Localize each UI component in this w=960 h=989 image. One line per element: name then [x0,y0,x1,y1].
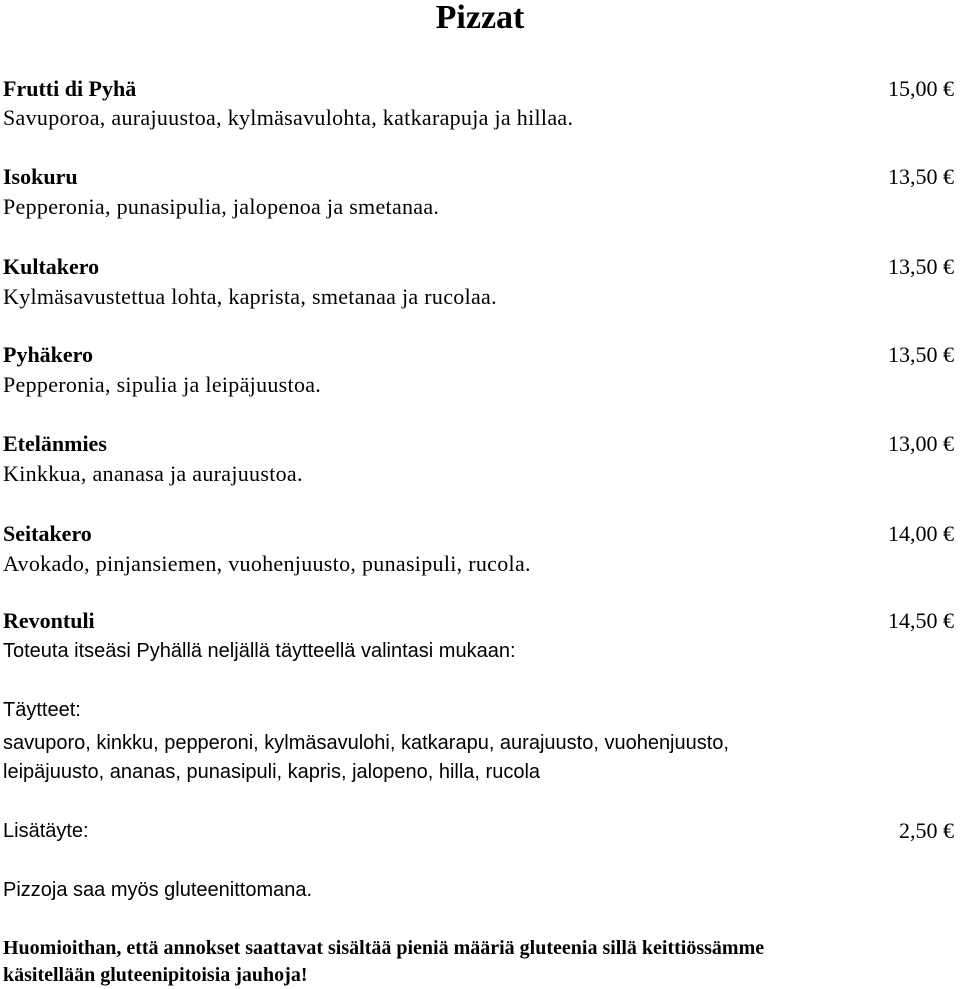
extra-topping-price: 2,50 € [899,818,954,843]
pizza-description: Pepperonia, punasipulia, jalopenoa ja smetanaa. [3,194,440,219]
pizza-description-row [3,371,954,399]
pizza-item-header [3,163,954,191]
toppings-list: leipäjuusto, ananas, punasipuli, kapris, jalopeno, hilla, rucola [3,761,541,783]
toppings-list-row [3,729,954,757]
pizza-price: 13,50 € [888,342,954,367]
pizza-name: Isokuru [3,164,78,189]
pizza-item-header [3,520,954,548]
pizza-description: Pepperonia, sipulia ja leipäjuustoa. [3,372,322,397]
pizza-name: Revontuli [3,608,95,633]
pizza-description: Toteuta itseäsi Pyhällä neljällä täytteellä valintasi mukaan: [3,640,516,662]
extra-topping-label: Lisätäyte: [3,820,89,842]
page-title: Pizzat [435,0,525,36]
pizza-description-row [3,637,954,665]
pizza-description: Avokado, pinjansiemen, vuohenjuusto, punasipuli, rucola. [3,551,531,576]
toppings-label: Täytteet: [3,699,81,721]
gluten-warning-line: Huomioithan, että annokset saattavat sisältää pieniä määriä gluteenia sillä keittiössämme [3,937,765,959]
pizza-item-header [3,607,954,635]
pizza-name: Kultakero [3,254,100,279]
pizza-price: 14,50 € [888,608,954,633]
toppings-list-row [3,758,954,786]
pizza-description-row [3,460,954,488]
pizza-description-row [3,193,954,221]
pizza-name: Etelänmies [3,431,107,456]
pizza-price: 14,00 € [888,521,954,546]
gluten-warning [3,935,953,989]
pizza-name: Frutti di Pyhä [3,76,137,101]
pizza-description: Kylmäsavustettua lohta, kaprista, smetanaa ja rucolaa. [3,284,497,309]
gluten-free-row [3,876,954,904]
pizza-item-header [3,253,954,281]
pizza-price: 15,00 € [888,76,954,101]
extra-topping-row [3,817,954,845]
gluten-free-note: Pizzoja saa myös gluteenittomana. [3,879,313,901]
pizza-description: Savuporoa, aurajuustoa, kylmäsavulohta, katkarapuja ja hillaa. [3,105,574,130]
pizza-price: 13,50 € [888,254,954,279]
pizza-price: 13,00 € [888,431,954,456]
pizza-price: 13,50 € [888,164,954,189]
pizza-item-header [3,75,954,103]
pizza-item-header [3,430,954,458]
pizza-description-row [3,283,954,311]
gluten-warning-line: käsitellään gluteenipitoisia jauhoja! [3,964,308,986]
pizza-description: Kinkkua, ananasa ja aurajuustoa. [3,461,303,486]
pizza-description-row [3,550,954,578]
pizza-name: Pyhäkero [3,342,94,367]
pizza-name: Seitakero [3,521,92,546]
pizza-description-row [3,104,954,132]
pizza-item-header [3,341,954,369]
toppings-label-row [3,696,954,724]
toppings-list: savuporo, kinkku, pepperoni, kylmäsavulohi, katkarapu, aurajuusto, vuohenjuusto, [3,732,729,754]
